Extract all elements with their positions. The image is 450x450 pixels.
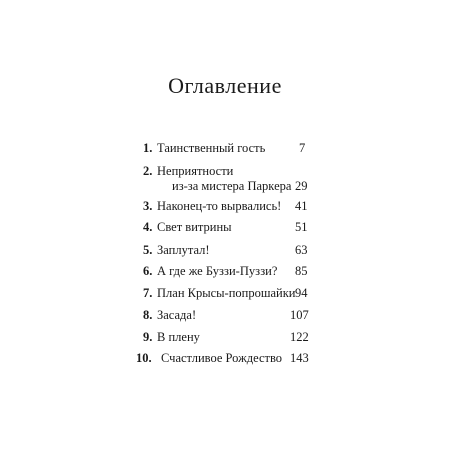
- chapter-title: Свет витрины: [157, 220, 232, 234]
- chapter-title-line: Неприятности: [157, 164, 234, 178]
- page-number: 94: [295, 286, 308, 300]
- chapter-title: План Крысы-попрошайки: [157, 286, 296, 300]
- chapter-title: Счастливое Рождество: [161, 351, 283, 365]
- chapter-number: 5.: [143, 243, 153, 257]
- page-number: 85: [295, 264, 308, 278]
- chapter-title: А где же Буззи-Пуззи?: [157, 264, 278, 278]
- page-number: 122: [290, 330, 309, 344]
- chapter-number: 9.: [143, 330, 153, 344]
- chapter-number: 2.: [143, 164, 153, 178]
- chapter-number: 3.: [143, 199, 153, 213]
- page-number: 143: [290, 351, 309, 365]
- page-number: 63: [295, 243, 308, 257]
- page-number: 7: [299, 141, 306, 155]
- chapter-title: Наконец-то вырвались!: [157, 199, 282, 213]
- chapter-title: Таинственный гость: [157, 141, 266, 155]
- chapter-title: Заплутал!: [157, 243, 210, 257]
- chapter-number: 8.: [143, 308, 153, 322]
- page-title: Оглавление: [168, 73, 282, 98]
- chapter-number: 1.: [143, 141, 153, 155]
- page-number: 107: [290, 308, 309, 322]
- chapter-title: В плену: [157, 330, 200, 344]
- page-number: 29: [295, 179, 308, 193]
- chapter-title-line: из-за мистера Паркера: [172, 179, 292, 193]
- chapter-number: 4.: [143, 220, 153, 234]
- chapter-number: 10.: [136, 351, 152, 365]
- page-number: 51: [295, 220, 308, 234]
- chapter-number: 6.: [143, 264, 153, 278]
- chapter-number: 7.: [143, 286, 153, 300]
- page-number: 41: [295, 199, 308, 213]
- chapter-title: Засада!: [157, 308, 197, 322]
